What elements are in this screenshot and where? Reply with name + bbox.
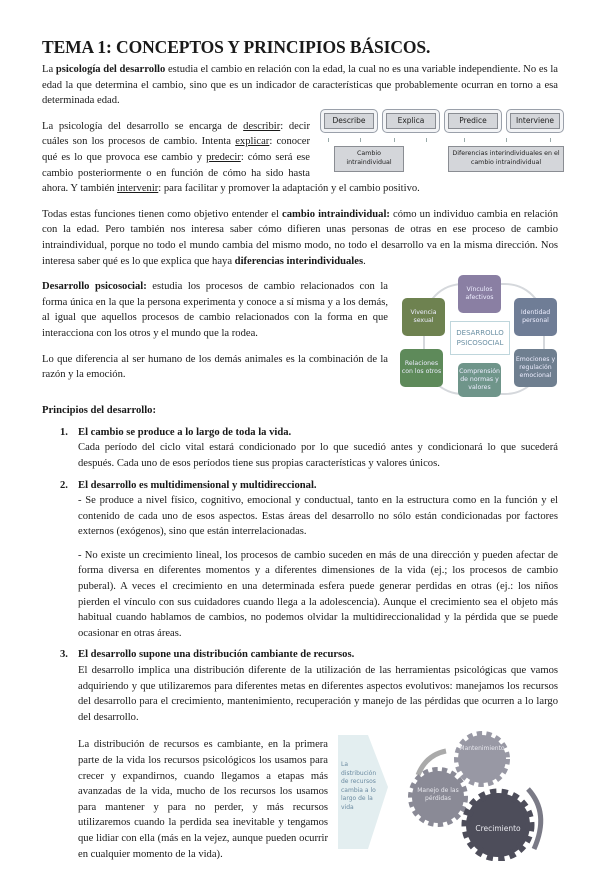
psychosocial-diagram: [398, 273, 578, 399]
arrow-tick: [328, 138, 329, 142]
step-interviene: Interviene: [510, 113, 560, 129]
output-cambio-intraindividual: Cambio intraindividual: [334, 146, 404, 172]
principle-title: El desarrollo es multidimensional y multidireccional.: [78, 479, 317, 491]
step-predice: Predice: [448, 113, 498, 129]
principle-title: El cambio se produce a lo largo de toda la vida.: [78, 426, 292, 438]
text: : decir cuáles son los procesos de cambio. Intenta: [42, 120, 311, 148]
underlined-term: predecir: [206, 151, 241, 163]
principle-number: 1.: [60, 426, 68, 438]
diagram-center-label: DESARROLLO PSICOSOCIAL: [450, 321, 510, 355]
functions-diagram: [320, 109, 564, 177]
arrow-tick: [550, 138, 551, 142]
underlined-term: explicar: [235, 136, 270, 148]
text: : para facilitar y promover la adaptación y el cambio positivo.: [158, 183, 420, 195]
node-vivencia: Vivencia sexual: [402, 298, 445, 336]
node-identidad: Identidad personal: [514, 298, 557, 336]
resources-section: [78, 737, 558, 862]
arrow-tick: [360, 138, 361, 142]
bold-term: cambio intraindividual:: [282, 208, 390, 220]
principle-item: [42, 425, 558, 472]
text: La: [42, 64, 56, 75]
objective-paragraph: [42, 207, 558, 269]
principle-text: La distribución de recursos es cambiante, en la primera parte de la vida los recursos psicológicos los usamos para crecer y expandirnos, cuando llegamos a etapas más avanzadas de la vida, mucho de los recursos los usamos para mantener y para no perder, y más recursos utilizaremos cuando la perdida sea inevitable y tengamos que lidiar con ella (más en la vejez, aunque pueden ocurrir en cualquier momento de la vida).: [78, 739, 328, 860]
text: : cómo será ese cambio posteriormente o en función de cómo ha sido hasta ahora. Y también: [42, 151, 310, 195]
text: : conocer qué es lo que provoca ese cambio y: [42, 136, 310, 163]
principle-text: El desarrollo implica una distribución diferente de la utilización de las herramientas psicológicas que vamos adquiriendo y que utilizaremos para diferentes metas en diferentes aspectos evolutivos: manejamos los recursos del desarrollo para el crecimiento, mantenimiento, recuperación y manejo de las pérdidas que ocurren a lo largo del desarrollo.: [78, 665, 558, 723]
bold-term: Desarrollo psicosocial:: [42, 281, 147, 293]
arrow-tick: [426, 138, 427, 142]
node-comprension: Comprensión de normas y valores: [458, 363, 501, 397]
text: Todas estas funciones tienen como objetivo entender el: [42, 208, 283, 220]
page-title: TEMA 1: CONCEPTOS Y PRINCIPIOS BÁSICOS.: [42, 37, 431, 57]
reason-emotion-paragraph: Lo que diferencia al ser humano de los demás animales es la combinación de la razón y la emoción.: [42, 353, 388, 381]
step-describe: Describe: [324, 113, 374, 129]
resources-diagram: [338, 731, 578, 863]
diagram-intro-text: La distribución de recursos cambia a lo largo de la vida: [341, 761, 377, 811]
principle-text: - No existe un crecimiento lineal, los procesos de cambio suceden en más de una dirección y pueden afectar de forma diversa en diferentes momentos y a diferentes dimensiones de la vida (ej.; los procesos de cambio puberal). A veces el crecimiento en una determinada esfera puede generar perdidas en otras (ej.: los niños pierden el vínculo con sus cuidadores cuando llega a la adolescencia). Aunque el crecimiento sea el objeto más habitual cuando hablamos de cambios, no podemos olvidar la multidireccionalidad y la pérdida que se puede ocasionar en otras áreas.: [78, 549, 558, 639]
arrow-tick: [506, 138, 507, 142]
step-box: [444, 109, 502, 133]
principle-item: [42, 478, 558, 642]
principle-item: [42, 647, 558, 862]
underlined-term: describir: [243, 120, 281, 132]
node-relaciones: Relaciones con los otros: [400, 349, 443, 387]
bold-term: psicología del desarrollo: [55, 64, 166, 75]
psychosocial-section: [42, 279, 558, 392]
gear-mantenimiento: [458, 735, 506, 783]
text: cómo un individuo cambia en relación con la edad. Pero también nos interesa saber cómo difieren unas personas de otras en ese proceso de cambio intraindividual, porque no todo el mundo cambia del mismo modo, no todo el desarrollo va en la misma dirección. Nos interesa saber qué es lo que explica que haya: [42, 208, 558, 267]
step-box: [320, 109, 378, 133]
node-emociones: Emociones y regulación emocional: [514, 349, 557, 387]
gear-label: Crecimiento: [475, 824, 521, 834]
step-box: [382, 109, 440, 133]
text: estudia los procesos de cambio relacionados con la forma única en la que la persona experimenta y conoce a sí misma y a los demás, al igual que aquellos procesos de cambio relacionados con la forma en que interacciona con los otros y el mundo que la rodea.: [42, 281, 389, 339]
step-explica: Explica: [386, 113, 436, 129]
principle-number: 3.: [60, 649, 68, 661]
intro-paragraph: [42, 62, 558, 109]
gear-label: Mantenimiento: [459, 745, 505, 753]
step-box: [506, 109, 564, 133]
underlined-term: intervenir: [117, 183, 159, 195]
text: .: [363, 255, 366, 267]
functions-section: [42, 115, 560, 197]
gear-label: Manejo de las pérdidas: [417, 787, 459, 803]
output-diferencias-interindividuales: Diferencias interindividuales en el cambio intraindividual: [448, 146, 564, 172]
text: estudia el cambio en relación con la edad, la cual no es una variable independiente. No es la edad la que determina el cambio, sino que es un indicador de características que probablemente ocurran en torno a esa determinada edad.: [42, 64, 558, 107]
principle-text: Cada período del ciclo vital estará condicionado por lo que sucedió antes y condicionará lo que sucederá después. Cada uno de esos períodos tiene sus propias características y valores únicos.: [78, 442, 558, 469]
principles-heading: Principios del desarrollo:: [42, 405, 156, 417]
bold-term: diferencias interindividuales: [234, 255, 364, 267]
principle-number: 2.: [60, 479, 68, 491]
arrow-tick: [464, 138, 465, 142]
node-vinculos: Vínculos afectivos: [458, 275, 501, 313]
arrow-tick: [394, 138, 395, 142]
principle-text: - Se produce a nivel físico, cognitivo, emocional y conductual, tanto en la estructura como en la función y el contenido de cada uno de esos aspectos. Estas áreas del desarrollo no sólo están condicionadas por factores externos (exógenos), sino que están interrelacionadas.: [78, 495, 558, 538]
text: La psicología del desarrollo se encarga de: [42, 120, 244, 132]
principle-title: El desarrollo supone una distribución cambiante de recursos.: [78, 649, 355, 661]
